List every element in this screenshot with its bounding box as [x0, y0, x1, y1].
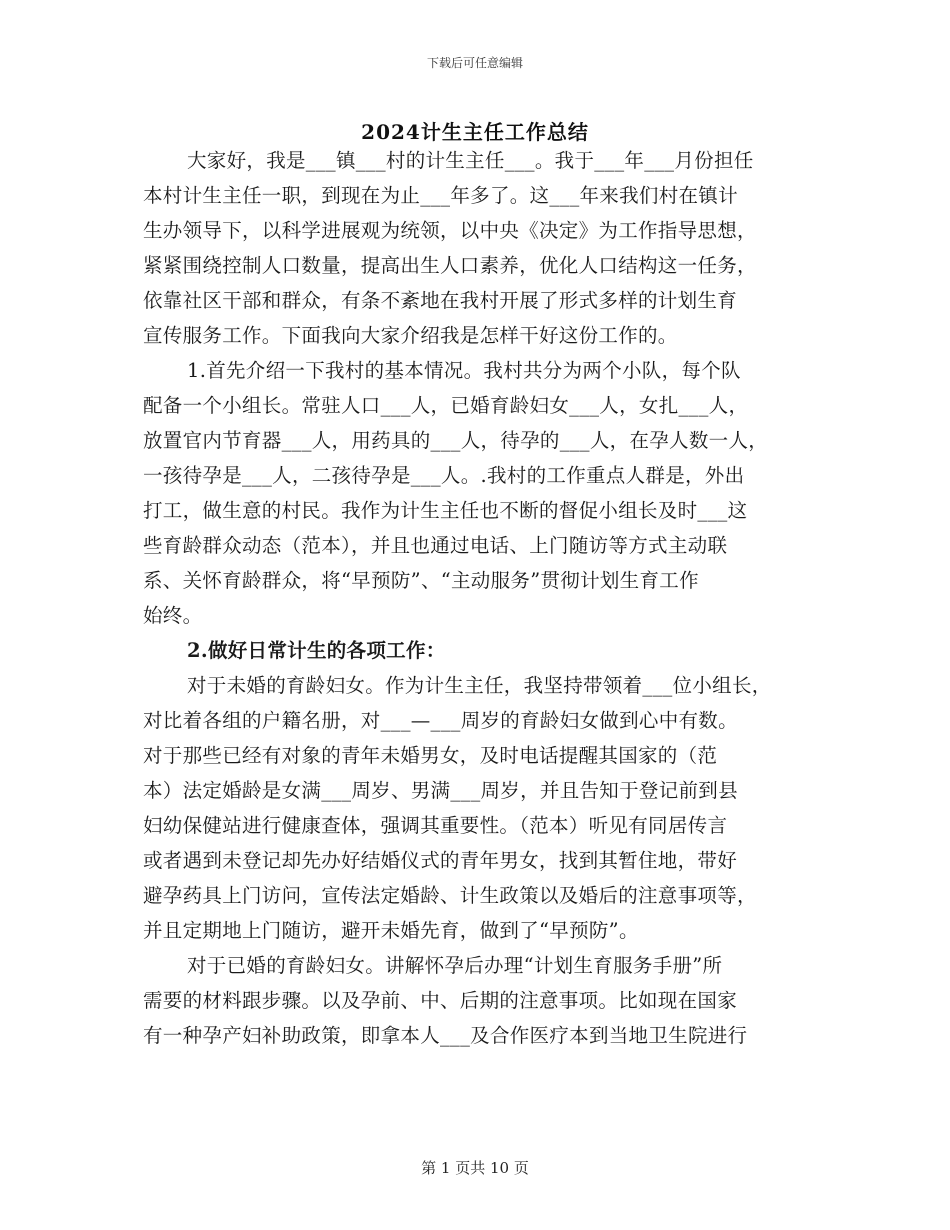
paragraph-line: 配备一个小组长。常驻人口___人，已婚育龄妇女___人，女扎___人，	[143, 394, 749, 417]
paragraph-line: 对于未婚的育龄妇女。作为计生主任，我坚持带领着___位小组长，	[187, 674, 772, 697]
paragraph-line: 一孩待孕是___人，二孩待孕是___人。.我村的工作重点人群是，外出	[143, 464, 745, 487]
page-number-footer: 第 1 页共 10 页	[421, 1159, 529, 1177]
section-heading: 2.做好日常计生的各项工作：	[187, 639, 446, 662]
paragraph-line: 妇幼保健站进行健康查体，强调其重要性。（范本）听见有同居传言	[143, 814, 728, 837]
paragraph-line: 始终。	[143, 604, 203, 627]
paragraph-line: 紧紧围绕控制人口数量，提高出生人口素养，优化人口结构这一任务，	[143, 254, 757, 277]
paragraph-line: 对比着各组的户籍名册，对___—___周岁的育龄妇女做到心中有数。	[143, 709, 738, 732]
paragraph-line: 并且定期地上门随访，避开未婚先育，做到了“早预防”。	[143, 919, 639, 942]
paragraph-line: 些育龄群众动态（范本），并且也通过电话、上门随访等方式主动联	[143, 534, 728, 557]
paragraph-line: 放置官内节育器___人，用药具的___人，待孕的___人，在孕人数一人，	[143, 429, 769, 452]
paragraph-line: 系、关怀育龄群众，将“早预防”、“主动服务”贯彻计划生育工作	[143, 569, 699, 592]
paragraph-line: 1.首先介绍一下我村的基本情况。我村共分为两个小队，每个队	[187, 359, 741, 382]
paragraph-line: 对于已婚的育龄妇女。讲解怀孕后办理“计划生育服务手册”所	[187, 954, 723, 977]
paragraph-line: 有一种孕产妇补助政策，即拿本人___及合作医疗本到当地卫生院进行	[143, 1024, 748, 1047]
paragraph-line: 对于那些已经有对象的青年未婚男女，及时电话提醒其国家的（范	[143, 744, 718, 767]
page-header-note: 下载后可任意编辑	[426, 56, 523, 70]
paragraph-line: 本村计生主任一职，到现在为止___年多了。这___年来我们村在镇计	[143, 184, 738, 207]
paragraph-line: 大家好，我是___镇___村的计生主任___。我于___年___月份担任	[187, 149, 754, 172]
paragraph-line: 生办领导下，以科学进展观为统领，以中央《决定》为工作指导思想，	[143, 219, 757, 242]
document-body	[143, 143, 833, 1053]
paragraph-line: 避孕药具上门访问，宣传法定婚龄、计生政策以及婚后的注意事项等，	[143, 884, 757, 907]
document-title: 2024计生主任工作总结	[361, 120, 589, 144]
paragraph-line: 本）法定婚龄是女满___周岁、男满___周岁，并且告知于登记前到县	[143, 779, 738, 802]
paragraph-line: 宣传服务工作。下面我向大家介绍我是怎样干好这份工作的。	[143, 324, 678, 347]
paragraph-line: 打工，做生意的村民。我作为计生主任也不断的督促小组长及时___这	[143, 499, 748, 522]
paragraph-line: 依靠社区干部和群众，有条不紊地在我村开展了形式多样的计划生育	[143, 289, 738, 312]
paragraph-line: 需要的材料跟步骤。以及孕前、中、后期的注意事项。比如现在国家	[143, 989, 738, 1012]
paragraph-line: 或者遇到未登记却先办好结婚仪式的青年男女，找到其暂住地，带好	[143, 849, 738, 872]
